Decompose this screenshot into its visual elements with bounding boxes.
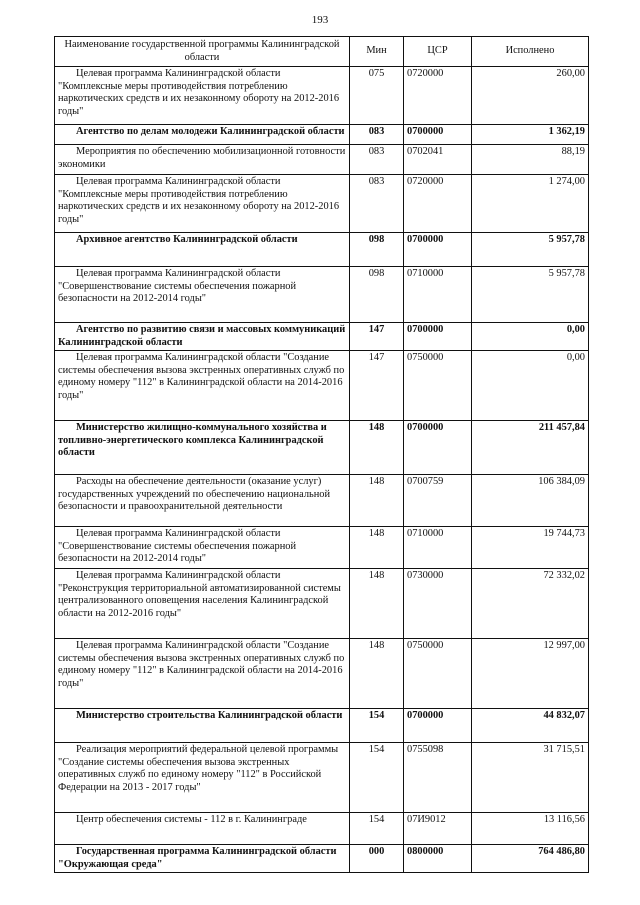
cell-name-text: Агентство по делам молодежи Калининградской области	[76, 126, 345, 137]
cell-csr: 0702041	[404, 145, 472, 175]
cell-done: 5 957,78	[472, 233, 589, 267]
header-min: Мин	[350, 37, 404, 67]
cell-min: 083	[350, 145, 404, 175]
cell-csr: 0710000	[404, 267, 472, 323]
cell-name	[55, 709, 350, 743]
cell-min: 083	[350, 125, 404, 145]
cell-min: 083	[350, 175, 404, 233]
cell-done: 12 997,00	[472, 639, 589, 709]
cell-csr: 0700000	[404, 421, 472, 475]
header-csr: ЦСР	[404, 37, 472, 67]
table-row	[55, 145, 589, 175]
table-row	[55, 709, 589, 743]
cell-csr: 0750000	[404, 639, 472, 709]
cell-name-text: Целевая программа Калининградской области "Совершенствование системы обеспечения пожарной безопасности на 2012-2014 годы"	[58, 268, 297, 305]
cell-min: 148	[350, 569, 404, 639]
cell-name	[55, 639, 350, 709]
cell-done: 88,19	[472, 145, 589, 175]
cell-min: 147	[350, 323, 404, 351]
table-row	[55, 845, 589, 873]
cell-done: 13 116,56	[472, 813, 589, 845]
cell-done: 44 832,07	[472, 709, 589, 743]
cell-csr: 0700759	[404, 475, 472, 527]
cell-name	[55, 527, 350, 569]
cell-csr: 0800000	[404, 845, 472, 873]
table-row	[55, 125, 589, 145]
cell-csr: 07И9012	[404, 813, 472, 845]
cell-csr: 0710000	[404, 527, 472, 569]
cell-csr: 0720000	[404, 175, 472, 233]
table-row	[55, 475, 589, 527]
cell-done: 0,00	[472, 351, 589, 421]
cell-name-text: Центр обеспечения системы - 112 в г. Калининграде	[76, 814, 307, 826]
cell-done: 5 957,78	[472, 267, 589, 323]
table-row	[55, 175, 589, 233]
cell-done: 72 332,02	[472, 569, 589, 639]
cell-done: 211 457,84	[472, 421, 589, 475]
cell-name	[55, 125, 350, 145]
cell-name-text: Целевая программа Калининградской области "Реконструкция территориальной автоматизированной системы централизованного оповещения населения Калининградской области на 2012-2016 годы"	[58, 570, 341, 619]
cell-min: 148	[350, 527, 404, 569]
cell-name-text: Государственная программа Калининградской области "Окружающая среда"	[58, 846, 337, 870]
cell-min: 154	[350, 743, 404, 813]
cell-done: 31 715,51	[472, 743, 589, 813]
cell-name	[55, 233, 350, 267]
page-number: 193	[311, 14, 329, 26]
cell-name	[55, 145, 350, 175]
cell-name	[55, 323, 350, 351]
table-row	[55, 267, 589, 323]
cell-name-text: Министерство строительства Калининградской области	[76, 710, 343, 722]
cell-done: 0,00	[472, 323, 589, 351]
cell-name	[55, 351, 350, 421]
cell-name-text: Министерство жилищно-коммунального хозяйства и топливно-энергетического комплекса Калининградской области	[58, 422, 327, 459]
cell-done: 764 486,80	[472, 845, 589, 873]
cell-name	[55, 743, 350, 813]
cell-min: 075	[350, 67, 404, 125]
cell-min: 154	[350, 709, 404, 743]
cell-name	[55, 845, 350, 873]
cell-min: 148	[350, 475, 404, 527]
cell-name	[55, 421, 350, 475]
cell-name-text: Мероприятия по обеспечению мобилизационной готовности экономики	[58, 146, 346, 170]
cell-name-text: Реализация мероприятий федеральной целевой программы "Создание системы обеспечения вызова экстренных оперативных служб по единому номеру "112" в Российской Федерации на 2013 - 2017 годы"	[58, 744, 339, 793]
cell-name-text: Архивное агентство Калининградской области	[76, 234, 298, 245]
cell-name-text: Целевая программа Калининградской области "Комплексные меры противодействия потреблению наркотических средств и их незаконному обороту на 2012-2016 годы"	[58, 68, 340, 117]
cell-done: 260,00	[472, 67, 589, 125]
cell-name-text: Целевая программа Калининградской области "Комплексные меры противодействия потреблению наркотических средств и их незаконному обороту на 2012-2016 годы"	[58, 176, 340, 225]
cell-csr: 0700000	[404, 125, 472, 145]
table-row	[55, 813, 589, 845]
cell-done: 1 362,19	[472, 125, 589, 145]
cell-csr: 0720000	[404, 67, 472, 125]
table-row	[55, 639, 589, 709]
table-row	[55, 527, 589, 569]
cell-name	[55, 813, 350, 845]
cell-csr: 0700000	[404, 323, 472, 351]
cell-min: 098	[350, 233, 404, 267]
table-row	[55, 67, 589, 125]
cell-done: 19 744,73	[472, 527, 589, 569]
table-row	[55, 421, 589, 475]
cell-name-text: Расходы на обеспечение деятельности (оказание услуг) государственных учреждений по обеспечению национальной безопасности и правоохранительной деятельности	[58, 476, 331, 513]
cell-min: 147	[350, 351, 404, 421]
cell-min: 154	[350, 813, 404, 845]
cell-name	[55, 67, 350, 125]
cell-csr: 0700000	[404, 233, 472, 267]
cell-csr: 0755098	[404, 743, 472, 813]
cell-csr: 0730000	[404, 569, 472, 639]
table-row	[55, 323, 589, 351]
budget-table	[54, 36, 589, 873]
header-done: Исполнено	[472, 37, 589, 67]
table-row	[55, 743, 589, 813]
cell-name	[55, 569, 350, 639]
table-header-row	[55, 37, 589, 67]
cell-name-text: Агентство по развитию связи и массовых коммуникаций Калининградской области	[58, 324, 346, 348]
table-row	[55, 233, 589, 267]
cell-done: 1 274,00	[472, 175, 589, 233]
table-row	[55, 351, 589, 421]
header-name: Наименование государственной программы Калининградской области	[55, 37, 350, 67]
cell-min: 148	[350, 639, 404, 709]
cell-done: 106 384,09	[472, 475, 589, 527]
cell-name	[55, 175, 350, 233]
cell-name-text: Целевая программа Калининградской области "Создание системы обеспечения вызова экстренных оперативных служб по единому номеру "112" в Калининградской области на 2014-2016 годы"	[58, 352, 345, 401]
cell-name-text: Целевая программа Калининградской области "Создание системы обеспечения вызова экстренных оперативных служб по единому номеру "112" в Калининградской области на 2014-2016 годы"	[58, 640, 345, 689]
cell-csr: 0750000	[404, 351, 472, 421]
cell-csr: 0700000	[404, 709, 472, 743]
cell-min: 098	[350, 267, 404, 323]
table-row	[55, 569, 589, 639]
cell-name-text: Целевая программа Калининградской области "Совершенствование системы обеспечения пожарной безопасности на 2012-2014 годы"	[58, 528, 297, 565]
cell-name	[55, 267, 350, 323]
cell-min: 000	[350, 845, 404, 873]
cell-name	[55, 475, 350, 527]
cell-min: 148	[350, 421, 404, 475]
